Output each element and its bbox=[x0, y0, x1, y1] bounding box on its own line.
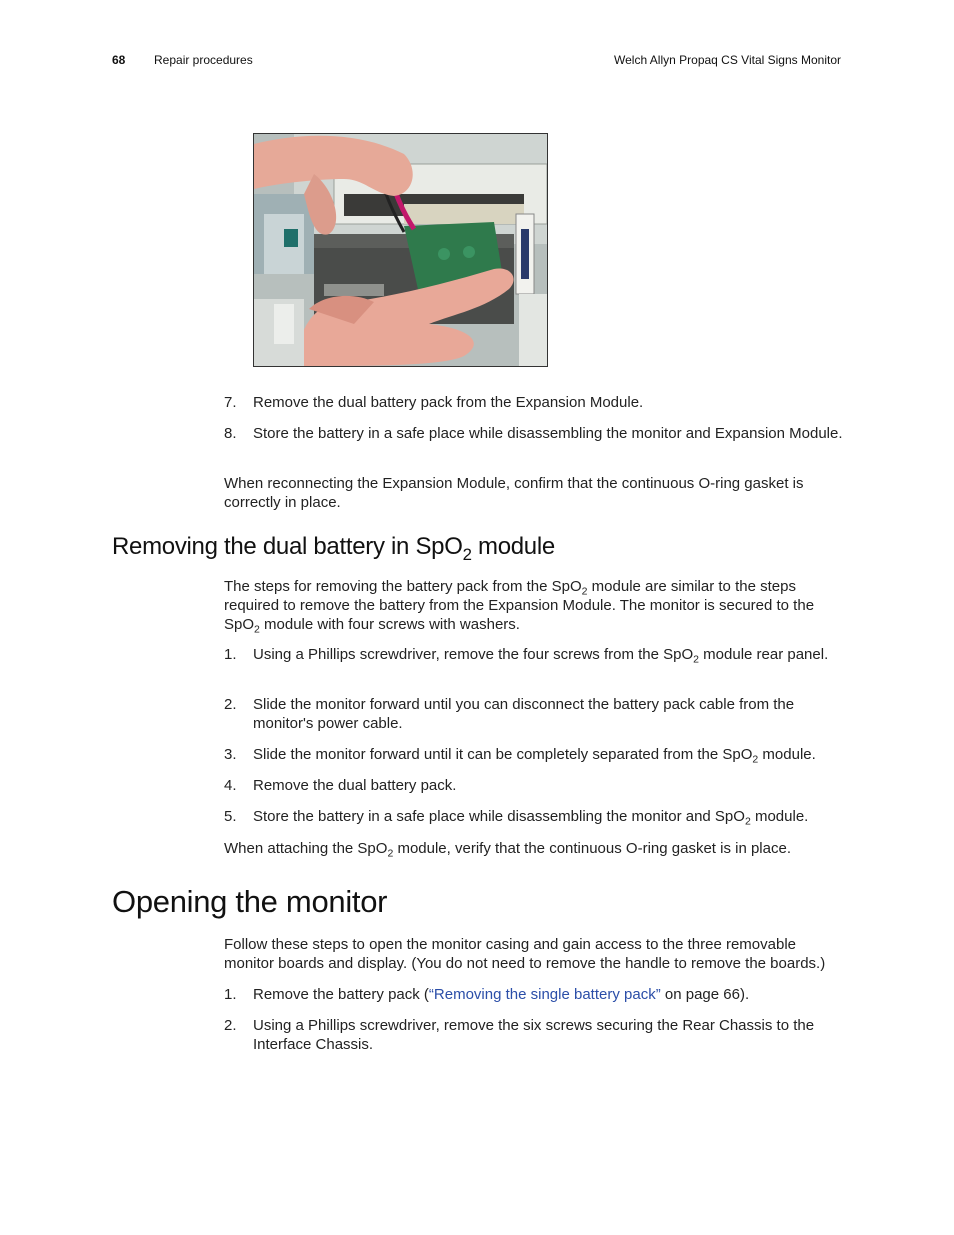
step-text: Remove the dual battery pack from the Expansion Module. bbox=[253, 394, 644, 411]
list-item bbox=[224, 745, 844, 764]
list-item bbox=[224, 393, 844, 412]
opening-intro-paragraph: Follow these steps to open the monitor casing and gain access to the three removable monitor boards and display. (You do not need to remove the handle to remove the boards.) bbox=[224, 936, 826, 972]
step-number: 2. bbox=[224, 696, 237, 713]
step-number: 7. bbox=[224, 394, 237, 411]
section-heading-opening: Opening the monitor bbox=[112, 884, 388, 919]
list-item bbox=[224, 807, 844, 826]
step-number: 5. bbox=[224, 808, 237, 825]
list-item bbox=[224, 424, 844, 443]
list-item bbox=[224, 776, 844, 795]
reconnect-paragraph: When reconnecting the Expansion Module, confirm that the continuous O-ring gasket is correctly in place. bbox=[224, 475, 804, 511]
step-text: Slide the monitor forward until you can disconnect the battery pack cable from the monitor's power cable. bbox=[253, 696, 795, 732]
step-text: Using a Phillips screwdriver, remove the six screws securing the Rear Chassis to the Interface Chassis. bbox=[253, 1017, 815, 1053]
step-number: 1. bbox=[224, 986, 237, 1003]
running-section: Repair procedures bbox=[154, 53, 253, 67]
step-number: 4. bbox=[224, 777, 237, 794]
step-number: 2. bbox=[224, 1017, 237, 1034]
cross-reference-link[interactable]: “Removing the single battery pack” bbox=[428, 986, 661, 1003]
spo2-intro-paragraph: The steps for removing the battery pack from the SpO$_2$ module are similar to the steps required to remove the battery from the Expansion Module. The monitor is secured to the SpO$_2$ module with four screws with washers. bbox=[224, 578, 815, 636]
list-item bbox=[224, 1016, 844, 1054]
running-title: Welch Allyn Propaq CS Vital Signs Monitor bbox=[614, 53, 841, 67]
step-number: 1. bbox=[224, 646, 237, 663]
spo2-closing-paragraph: When attaching the SpO$_2$ module, verify that the continuous O-ring gasket is in place. bbox=[224, 840, 791, 860]
step-text: Using a Phillips screwdriver, remove the four screws from the SpO$_2$ module rear panel. bbox=[253, 646, 829, 666]
step-text: Remove the battery pack (“Removing the single battery pack” on page 66). bbox=[253, 986, 750, 1003]
list-item bbox=[224, 695, 844, 733]
battery-removal-photo bbox=[253, 133, 548, 367]
section-heading-spo2: Removing the dual battery in SpO$_2$ module bbox=[112, 533, 555, 564]
step-text: Slide the monitor forward until it can be completely separated from the SpO$_2$ module. bbox=[253, 746, 816, 766]
step-text: Store the battery in a safe place while disassembling the monitor and SpO$_2$ module. bbox=[253, 808, 809, 828]
step-text: Remove the dual battery pack. bbox=[253, 777, 457, 794]
step-text: Store the battery in a safe place while disassembling the monitor and Expansion Module. bbox=[253, 425, 843, 442]
list-item bbox=[224, 985, 844, 1004]
step-number: 3. bbox=[224, 746, 237, 763]
page-number: 68 bbox=[112, 53, 126, 67]
list-item bbox=[224, 645, 844, 664]
step-number: 8. bbox=[224, 425, 237, 442]
